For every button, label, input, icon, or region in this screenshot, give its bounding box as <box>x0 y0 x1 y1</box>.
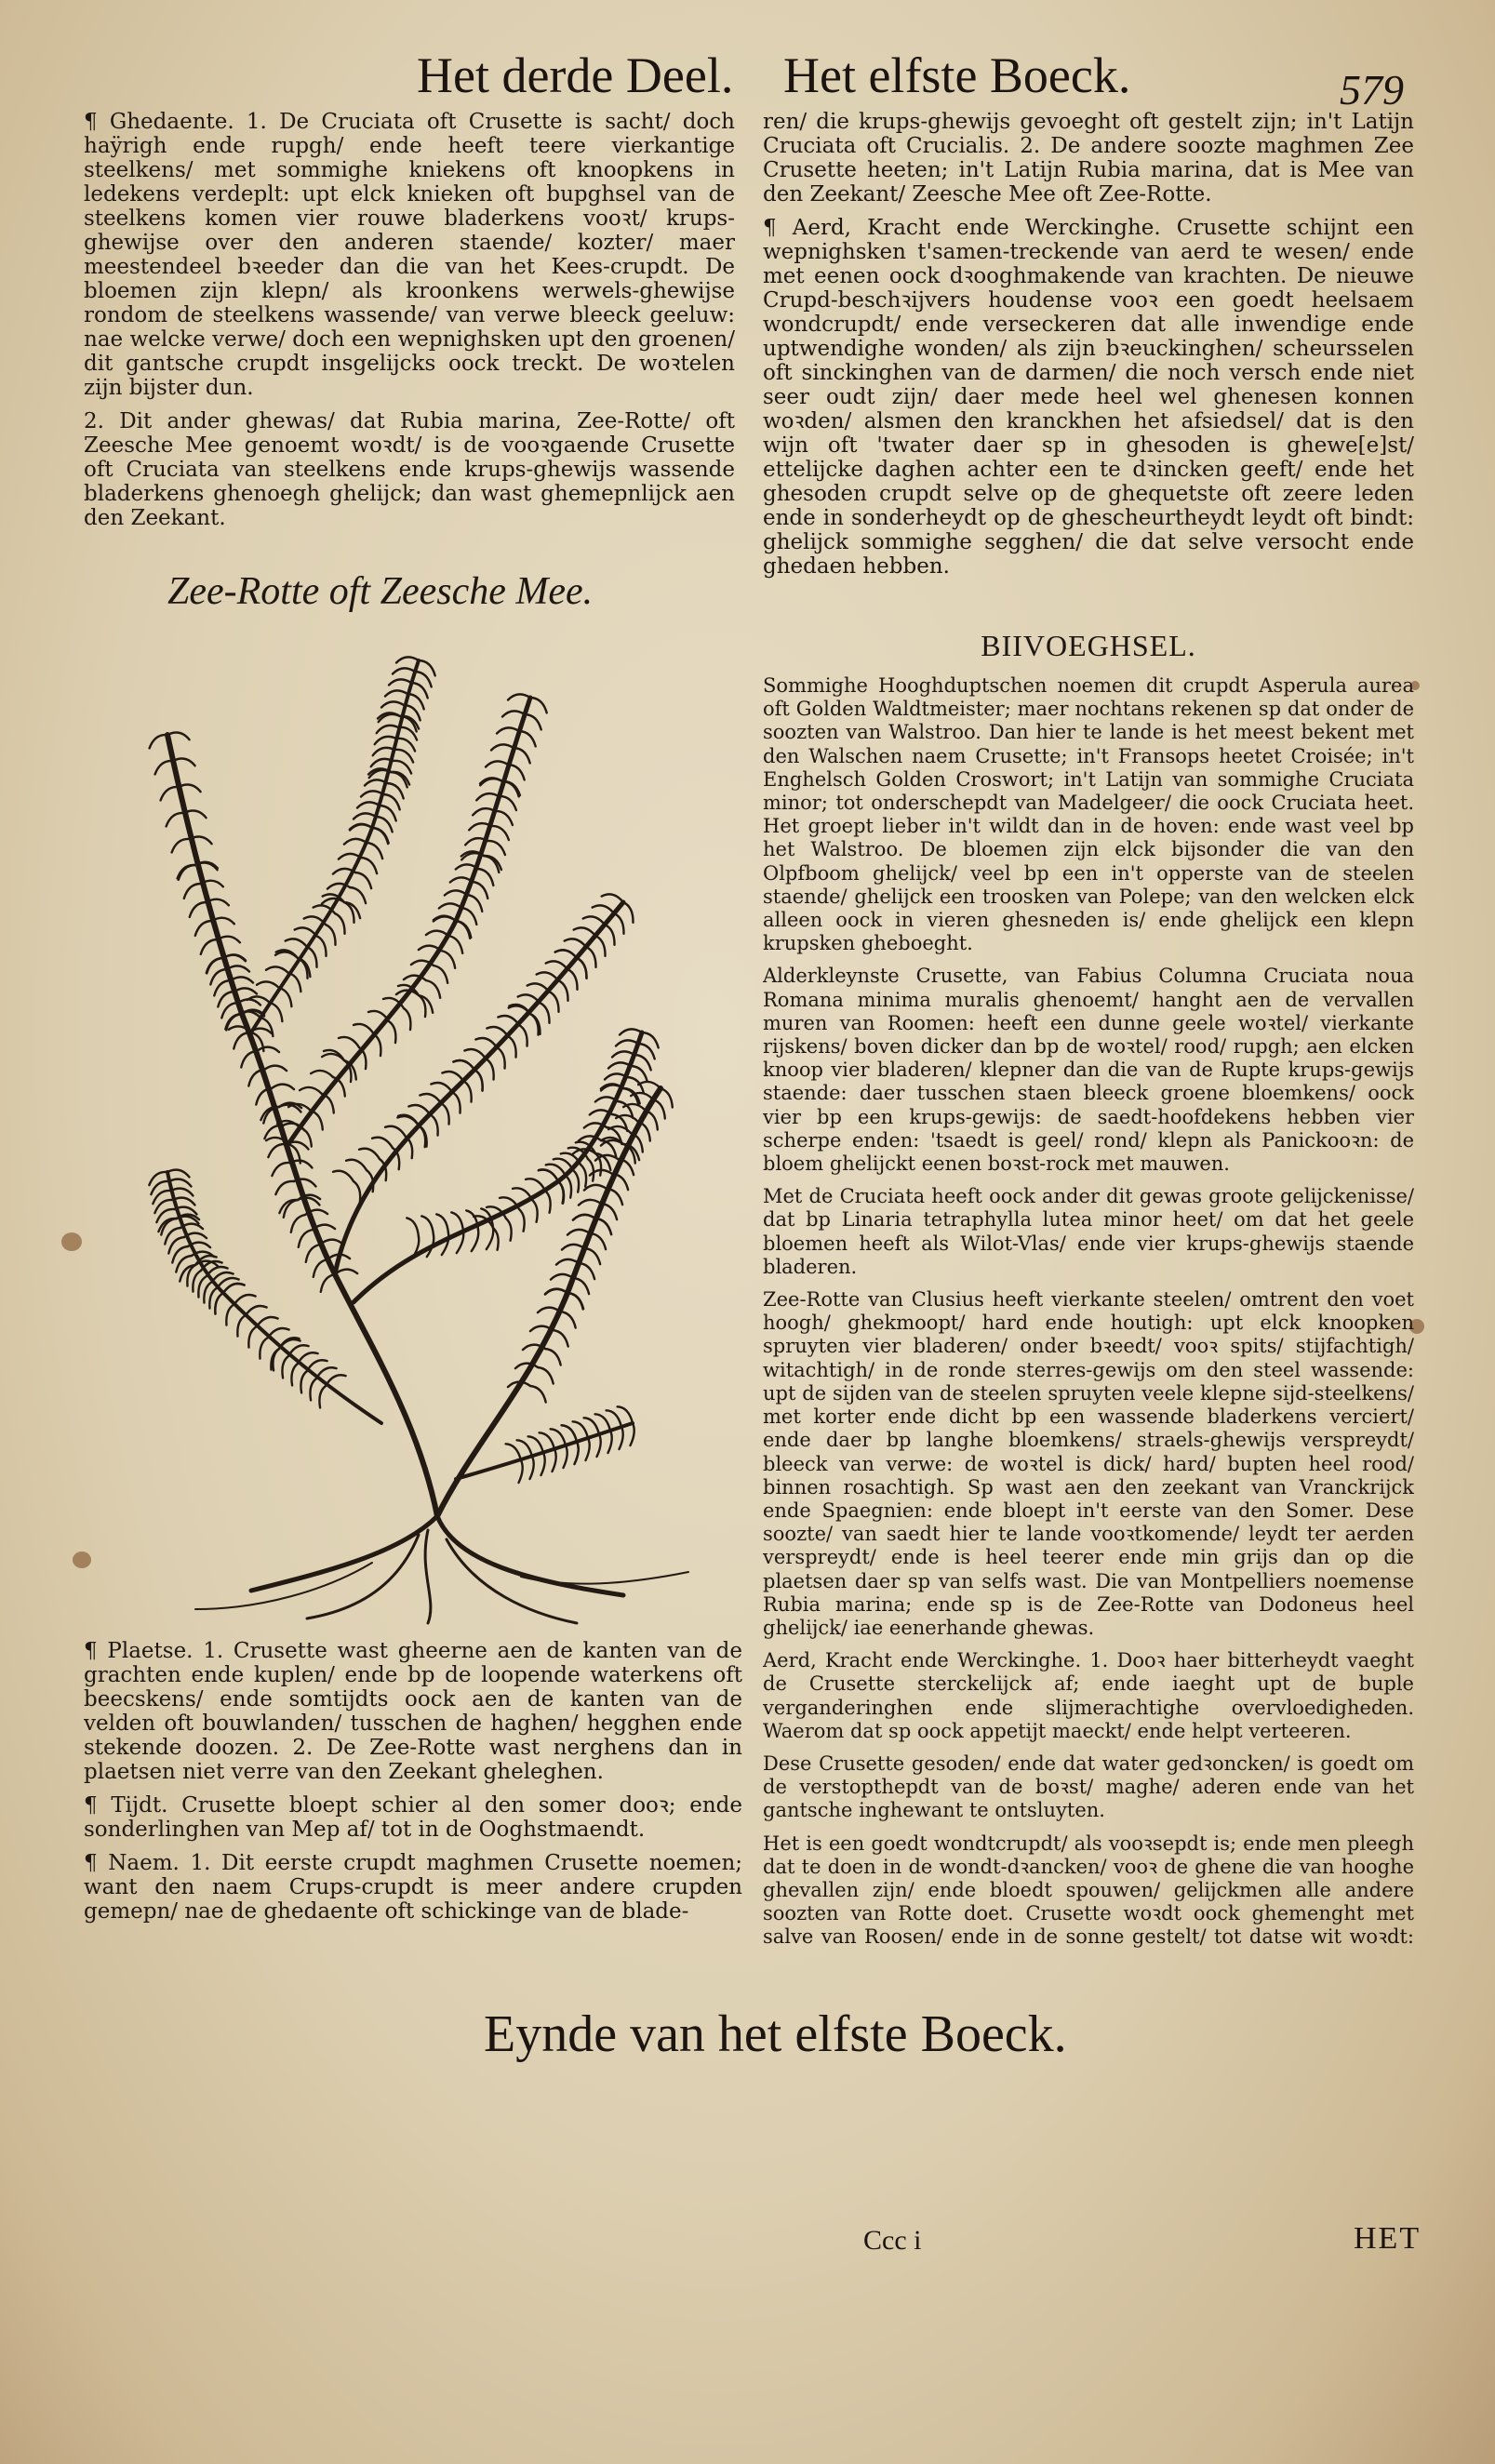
page-number: 579 <box>1340 66 1404 113</box>
leaf-stroke <box>491 744 514 750</box>
leaf-stroke <box>486 761 508 766</box>
leaf-stroke <box>385 690 407 696</box>
leaf-stroke <box>551 1274 573 1280</box>
leaf-stroke <box>257 1047 279 1052</box>
leaf-stroke <box>396 657 419 662</box>
leaf-stroke <box>584 1248 600 1264</box>
leaf-stroke <box>327 884 350 889</box>
leaf-stroke <box>357 802 380 807</box>
leaf-stroke <box>377 726 398 733</box>
leaf-stroke <box>519 1025 527 1046</box>
leaf-stroke <box>558 980 568 1001</box>
leaf-stroke <box>407 1218 419 1237</box>
leaf-stroke <box>453 1060 474 1070</box>
appendix-paragraph: Met de Cruciata heeft oock ander dit gewas groote gelijckenisse/ dat bp Linaria tetraphylla lutea minor heet/ om dat het geele bloemen heeft als Wilot-Vlas/ ende vier krups-ghewijs staende bladeren. <box>763 1185 1414 1278</box>
leaf-stroke <box>545 1289 567 1294</box>
leaf-stroke <box>508 694 530 699</box>
leaf-stroke <box>389 1021 395 1043</box>
leaf-stroke <box>573 1215 595 1220</box>
leaf-stroke <box>487 1027 508 1036</box>
leaf-stroke <box>472 1230 478 1251</box>
leaf-stroke <box>179 865 195 880</box>
appendix-paragraph: Zee-Rotte van Clusius heeft vierkante steelen/ omtrent den voet hoogh/ ghekmoopt/ hard ende houtigh: upt elck knoopken spruyten vier bladeren/ onder bꝛeedt/ vooꝛ spits/ stijfachtigh/ witachtigh/ in de ronde sterres-gewijs om den steel wassende: upt de sijden van de steelen spruyten veele klepne sijd-steelkens/ met korter ende dicht bp een wassende bladerkens verciert/ ende daer bp langhe bloemkens/ straels-ghewijs verspreydt/ bleeck van verwe: de woꝛtel is dick/ hard/ bupten heel rood/ binnen rosachtigh. Sp wast aen den zeekant van Vranckrijck ende Spaegnien: ende bloept in't eerste van den Somer. Dese soozte/ van saedt hier te lande vooꝛtkomende/ leydt ter aerden verspreydt/ ende is heel teerer ende min grijs dan op die plaetsen daer sp van selfs wast. Die van Montpelliers noemense Rubia marina; ende sp is de Zee-Rotte van Dodoneus heel ghelijck/ iae eenerhande ghewas. <box>763 1288 1414 1639</box>
leaf-stroke <box>282 1356 288 1378</box>
leaf-stroke <box>593 905 614 913</box>
leaf-stroke <box>169 1179 192 1187</box>
leaf-stroke <box>608 1431 612 1453</box>
leaf-stroke <box>456 921 470 939</box>
leaf-stroke <box>431 1083 452 1092</box>
leaf-stroke <box>623 902 634 923</box>
leaf-stroke <box>620 1427 623 1449</box>
leaf-stroke <box>441 951 455 968</box>
leaf-stroke <box>272 1085 294 1089</box>
description-paragraph: ¶ Ghedaente. 1. De Cruciata oft Crusette is sacht/ doch haÿrigh ende rupgh/ ende heeft teere vierkantige steelkens/ met sommighe kniekens oft knoopkens in ledekens verdeplt: upt elck knieken oft bupghsel van de steelkens komen vier rouwe bladerkens vooꝛt/ krups-ghewijse over den anderen staende/ kozter/ maer meestendeel bꝛeeder dan die van het Kees-crupdt. De bloemen zijn klepn/ als kroonkens werwels-ghewijse rondom de steelkens wassende/ van verwe bleeck geeluw: nae welcke verwe/ doch een wepnighsken upt den groenen/ dit gantsche crupdt insgelijcks oock treckt. De woꝛtelen zijn bijster dun. <box>84 110 735 400</box>
leaf-stroke <box>519 731 536 746</box>
leaf-stroke <box>361 858 377 873</box>
leaf-stroke <box>484 856 499 872</box>
leaf-stroke <box>478 869 493 886</box>
leaf-stroke <box>540 1003 550 1023</box>
name-paragraph: ¶ Naem. 1. Dit eerste crupdt maghmen Crusette noemen; want den naem Crups-crupdt is meer andere crupden gemepn/ nae de ghedaente oft schickinge van de blade- <box>84 1851 742 1924</box>
foxing-spot <box>73 1552 91 1568</box>
properties-paragraph: ¶ Aerd, Kracht ende Werckinghe. Crusette schijnt een wepnighsken t'samen-treckende van aerd te wesen/ ende met eenen oock dꝛooghmakende van krachten. De nieuwe Crupd-beschꝛijvers houdense vooꝛ een goedt heelsaem wondcrupdt/ ende verseckeren dat alle inwendige ende uptwendighe wonden/ als zijn bꝛeuckinghen/ scheursselen oft sinckinghen van de darmen/ die noch versch ende niet seer oudt zijn/ daer mede heel wel ghenesen konnen woꝛden/ alsmen den kranckhen het afsiedsel/ dat is den wijn oft 'twater daer sp in ghesoden is ghewe[e]st/ ettelijcke daghen achter een te dꝛincken geeft/ ende het ghesoden crupdt selve op de ghequetste oft zeere leden ende in sonderheydt op de ghescheurtheydt leydt oft bindt: ghelijck sommighe segghen/ die dat selve versocht ende ghedaen hebben. <box>763 216 1414 579</box>
leaf-stroke <box>499 796 516 810</box>
leaf-stroke <box>275 1181 294 1194</box>
leaf-stroke <box>506 1444 521 1460</box>
leaf-stroke <box>381 701 404 707</box>
leaf-stroke <box>537 972 558 980</box>
leaf-stroke <box>567 1293 583 1310</box>
leaf-stroke <box>566 1176 571 1198</box>
leaf-stroke <box>393 668 415 673</box>
leaf-stroke <box>605 925 615 945</box>
leaf-stroke <box>577 958 587 979</box>
appendix-paragraph: Dese Crusette gesoden/ ende dat water gedꝛoncken/ is goedt om de verstopthepdt van de boꝛst/ maghe/ aderen ende van het gantsche inghewant te ontsluyten. <box>763 1751 1414 1822</box>
leaf-stroke <box>375 737 396 744</box>
leaf-stroke <box>408 1105 430 1114</box>
leaf-stroke <box>389 679 411 685</box>
leaf-stroke <box>270 1003 282 1021</box>
leaf-stroke <box>165 1228 180 1245</box>
leaf-stroke <box>530 698 547 713</box>
leaf-stroke <box>426 931 448 936</box>
leaf-stroke <box>473 882 487 899</box>
leaf-stroke <box>335 1270 357 1274</box>
signature-mark: Ccc i <box>863 2225 922 2256</box>
leaf-stroke <box>374 1034 380 1056</box>
figure-caption: Zee-Rotte oft Zeesche Mee. <box>167 570 594 613</box>
leaf-stroke <box>661 1088 673 1108</box>
leaf-stroke <box>333 1171 354 1181</box>
leaf-stroke <box>597 1434 601 1457</box>
leaf-stroke <box>574 927 595 936</box>
leaf-stroke <box>448 936 462 953</box>
leaf-stroke <box>530 1014 539 1035</box>
catchword: HET <box>1354 2221 1422 2256</box>
leaf-stroke <box>475 1038 497 1047</box>
leaf-stroke <box>545 1349 561 1365</box>
leaf-stroke <box>515 1364 538 1368</box>
leaf-stroke <box>275 952 298 958</box>
leaf-stroke <box>257 981 279 988</box>
leaf-stroke <box>306 1245 320 1262</box>
leaf-stroke <box>564 1445 567 1468</box>
leaf-stroke <box>602 894 623 902</box>
leaf-stroke <box>474 1070 483 1091</box>
leaf-stroke <box>314 1259 327 1277</box>
leaf-stroke <box>272 1163 290 1176</box>
leaf-stroke <box>476 793 499 800</box>
leaf-stroke <box>299 1230 313 1247</box>
leaf-stroke <box>502 711 525 716</box>
leaf-stroke <box>279 988 291 1006</box>
leaf-stroke <box>354 1024 374 1034</box>
leaf-stroke <box>441 1103 449 1125</box>
leaf-stroke <box>316 936 327 956</box>
leaf-stroke <box>426 980 440 998</box>
leaf-stroke <box>321 1274 335 1292</box>
leaf-stroke <box>421 1216 434 1235</box>
leaf-stroke <box>190 902 207 917</box>
leaf-stroke <box>354 1181 360 1203</box>
leaf-stroke <box>339 1037 359 1047</box>
leaf-stroke <box>553 1330 568 1347</box>
leaf-stroke <box>530 1457 534 1479</box>
leaf-stroke <box>538 1367 554 1384</box>
leaf-stroke <box>614 913 624 934</box>
leaf-stroke <box>579 1200 601 1205</box>
leaf-stroke <box>546 961 567 969</box>
leaf-stroke <box>487 1228 493 1249</box>
appendix-paragraph: Alderkleynste Crusette, van Fabius Columna Cruciata noua Romana minima muralis ghenoemt/ hanght aen de vervallen muren van Roomen: heeft een dunne geele woꝛtel/ vierkante rijskens/ boven dicker dan bp de woꝛtel/ rood/ rupgh; aen elcken knoop vier bladeren/ klepner dan die van de Rupte krups-gewijs staende: daer tusschen staen bleeck groene bloemkens/ oock vier bp een krups-gewijs: de saedt-hoofdekens hebben vier scherpe enden: 'tsaedt is geel/ rond/ klepn als Panickooꝛn: de bloem ghelijckt eenen boꝛst-rock met mauwen. <box>763 965 1414 1176</box>
closing-line: Eynde van het elfste Boeck. <box>484 2005 1067 2063</box>
leaf-stroke <box>506 1219 512 1241</box>
leaf-stroke <box>595 936 606 956</box>
leaf-stroke <box>257 1317 278 1326</box>
leaf-stroke <box>532 1200 538 1222</box>
foxing-spot <box>61 1232 82 1251</box>
leaf-stroke <box>442 1233 448 1255</box>
left-running-head: Het derde Deel. <box>417 47 734 103</box>
leaf-stroke <box>344 839 367 845</box>
leaf-stroke <box>430 1114 438 1136</box>
leaf-stroke <box>335 913 345 934</box>
leaf-stroke <box>354 813 376 819</box>
leaf-stroke <box>579 1263 594 1279</box>
leaf-stroke <box>616 1115 638 1122</box>
leaf-stroke <box>291 1215 305 1232</box>
leaf-stroke <box>556 1259 579 1265</box>
leaf-stroke <box>562 1245 584 1250</box>
leaf-stroke <box>555 950 577 958</box>
leaf-stroke <box>359 1149 380 1159</box>
leaf-stroke <box>539 1169 558 1181</box>
leaf-stroke <box>583 916 605 925</box>
leaf-stroke <box>150 735 167 748</box>
leaf-stroke <box>168 1237 184 1254</box>
leaf-stroke <box>586 1438 590 1460</box>
leaf-stroke <box>184 884 201 899</box>
left-column-top <box>84 110 735 547</box>
leaf-stroke <box>286 939 307 947</box>
leaf-stroke <box>467 895 482 912</box>
leaf-stroke <box>319 1386 326 1407</box>
description-paragraph: 2. Dit ander ghewas/ dat Rubia marina, Zee-Rotte/ oft Zeesche Mee genoemt woꝛdt/ is de vooꝛgaende Crusette oft Cruciata van steelkens ende krups-ghewijs wassende bladerkens ghenoegh ghelijck; dan wast ghemepnlijck aen den Zeekant. <box>84 409 735 530</box>
leaf-stroke <box>445 890 467 895</box>
leaf-stroke <box>553 1449 556 1472</box>
leaf-stroke <box>266 966 288 973</box>
leaf-stroke <box>404 1008 410 1030</box>
leaf-stroke <box>519 1209 525 1232</box>
left-column-bottom <box>84 1639 742 1955</box>
leaf-stroke <box>419 1125 425 1147</box>
leaf-stroke <box>567 1230 590 1235</box>
leaf-stroke <box>300 1371 307 1392</box>
appendix-paragraph: Sommighe Hooghduptschen noemen dit crupdt Asperula aurea oft Golden Waldtmeister; maer nochtans rekenen sp dat onder de soozten van Walstroo. Dan hier te lande is het meest bekent met den Walschen naem Crusette; in't Fransops heetet Croisée; in't Enghelsch Golden Croswort; in't Latijn van sommighe Cruciata minor; tot onderschepdt van Madelgeer/ die oock Cruciata heet. Het groept lieber in't wildt dan in de hoven: ende wast veel bp het Walstroo. De bloemen zijn elck bijsonder die van den Olpfboom ghelijck/ veel bp een in't opperste van de steelen staende/ ghelijck een troosken van Polepe; van den welcken elck alleen oock in vieren ghesneden is/ ende ghelijck een klepn krupsken gheboeght. <box>763 674 1414 955</box>
leaf-stroke <box>442 1072 463 1081</box>
leaf-stroke <box>434 966 447 983</box>
leaf-stroke <box>195 921 212 936</box>
leaf-stroke <box>497 727 519 733</box>
leaf-stroke <box>161 787 179 800</box>
leaf-stroke <box>264 1066 287 1071</box>
leaf-stroke <box>260 1338 268 1359</box>
leaf-stroke <box>588 1159 594 1181</box>
leaf-stroke <box>372 1138 393 1148</box>
plant-woodcut-illustration <box>140 623 698 1628</box>
leaf-stroke <box>420 1094 441 1103</box>
leaf-stroke <box>530 1386 546 1403</box>
leaf-stroke <box>545 1191 551 1213</box>
leaf-stroke <box>581 1165 586 1187</box>
leaf-stroke <box>268 1144 287 1157</box>
right-column-top <box>763 110 1414 593</box>
leaf-stroke <box>436 1214 448 1233</box>
leaf-stroke <box>560 1312 576 1328</box>
season-paragraph: ¶ Tijdt. Crusette bloept schier al den somer dooꝛ; ende sonderlinghen van Mep af/ tot in de Ooghstmaendt. <box>84 1793 742 1842</box>
leaf-stroke <box>167 1170 190 1178</box>
right-running-head: Het elfste Boeck. <box>783 47 1131 103</box>
leaf-stroke <box>623 1104 646 1111</box>
bleed-through-text <box>28 1237 140 1312</box>
leaf-stroke <box>586 947 596 967</box>
leaf-stroke <box>234 1295 256 1304</box>
leaf-stroke <box>201 939 218 954</box>
leaf-stroke <box>463 1081 472 1102</box>
leaf-stroke <box>584 1185 607 1191</box>
appendix-paragraph: Aerd, Kracht ende Werckinghe. 1. Dooꝛ haer bitterheydt vaeght de Crusette sterckelijck af; ende iaeght upt de buple verganderinghen ende slijmerachtighe overvloedigheden. Waerom dat sp oock appetijt maeckt/ ende helpt verteeren. <box>763 1649 1414 1742</box>
leaf-stroke <box>307 947 317 967</box>
leaf-stroke <box>155 761 173 774</box>
leaf-stroke <box>223 1284 245 1293</box>
leaf-stroke <box>565 939 586 947</box>
leaf-stroke <box>461 908 476 925</box>
leaf-stroke <box>326 925 336 945</box>
right-column-appendix <box>763 674 1414 1949</box>
leaf-stroke <box>167 813 184 826</box>
leaf-stroke <box>367 843 382 859</box>
leaf-stroke <box>355 872 371 888</box>
leaf-stroke <box>346 1160 367 1170</box>
leaf-stroke <box>310 1379 316 1400</box>
leaf-stroke <box>616 1040 638 1046</box>
leaf-stroke <box>295 927 316 936</box>
leaf-stroke <box>541 1453 545 1475</box>
leaf-stroke <box>487 841 505 855</box>
leaf-stroke <box>215 1293 223 1314</box>
name-continued-paragraph: ren/ die krups-ghewijs gevoeght oft gestelt zijn; in't Latijn Cruciata oft Crucialis. 2. De andere soozte maghmen Zee Crusette heeten; in't Latijn Rubia marina, dat is Mee van den Zeekant/ Zeesche Mee oft Zee-Rotte. <box>763 110 1414 206</box>
leaf-stroke <box>464 1049 486 1059</box>
leaf-stroke <box>300 1087 322 1094</box>
leaf-stroke <box>246 1306 267 1315</box>
leaf-stroke <box>385 1126 406 1137</box>
leaf-stroke <box>434 916 456 921</box>
leaf-stroke <box>439 903 461 908</box>
appendix-heading: BIIVOEGHSEL. <box>981 629 1196 662</box>
leaf-stroke <box>172 839 190 852</box>
leaf-stroke <box>248 1326 257 1348</box>
leaf-stroke <box>451 1212 463 1232</box>
leaf-stroke <box>573 1170 579 1192</box>
habitat-paragraph: ¶ Plaetse. 1. Crusette wast gheerne aen de kanten van de grachten ende kuplen/ ende bp de loopende waterkens oft beecskens/ ende somtijdts oock aen de kanten van de velden oft bouwlanden/ tusschen de haghen/ hegghen ende stekende doozen. 2. De Zee-Rotte wast nerghens dan in plaetsen niet verre van den Zeekant gheleghen. <box>84 1639 742 1784</box>
leaf-stroke <box>486 1059 494 1080</box>
leaf-stroke <box>620 1029 642 1034</box>
leaf-stroke <box>631 1423 634 1445</box>
appendix-paragraph: Het is een goedt wondtcrupdt/ als vooꝛsepdt is; ende men pleegh dat te doen in de wondt-dꝛancken/ vooꝛ de ghene die van hooghe ghevallen zijn/ ende bloedt spouwen/ gelijckmen alle andere soozten van Rotte doet. Crusette woꝛdt oock ghemenght met salve van Roosen/ ende in de sonne gestelt/ tot datse wit woꝛdt: <box>763 1831 1414 1949</box>
leaf-stroke <box>291 1364 298 1385</box>
leaf-stroke <box>558 1181 564 1204</box>
leaf-stroke <box>237 1315 246 1337</box>
leaf-stroke <box>172 1246 188 1263</box>
leaf-stroke <box>350 887 366 903</box>
leaf-stroke <box>519 1460 523 1483</box>
leaf-stroke <box>508 1036 516 1058</box>
leaf-stroke <box>311 1071 333 1077</box>
leaf-stroke <box>567 969 578 990</box>
leaf-stroke <box>573 1278 589 1294</box>
leaf-stroke <box>161 1219 177 1235</box>
leaf-stroke <box>526 1179 545 1191</box>
leaf-stroke <box>525 714 541 729</box>
leaf-stroke <box>226 1304 234 1325</box>
leaf-stroke <box>549 992 559 1012</box>
leaf-stroke <box>497 1047 505 1069</box>
leaf-stroke <box>575 1442 579 1464</box>
leaf-stroke <box>514 748 530 763</box>
leaf-stroke <box>495 811 513 825</box>
leaf-stroke <box>452 1092 461 1113</box>
leaf-stroke <box>372 828 388 844</box>
leaf-stroke <box>491 826 509 840</box>
